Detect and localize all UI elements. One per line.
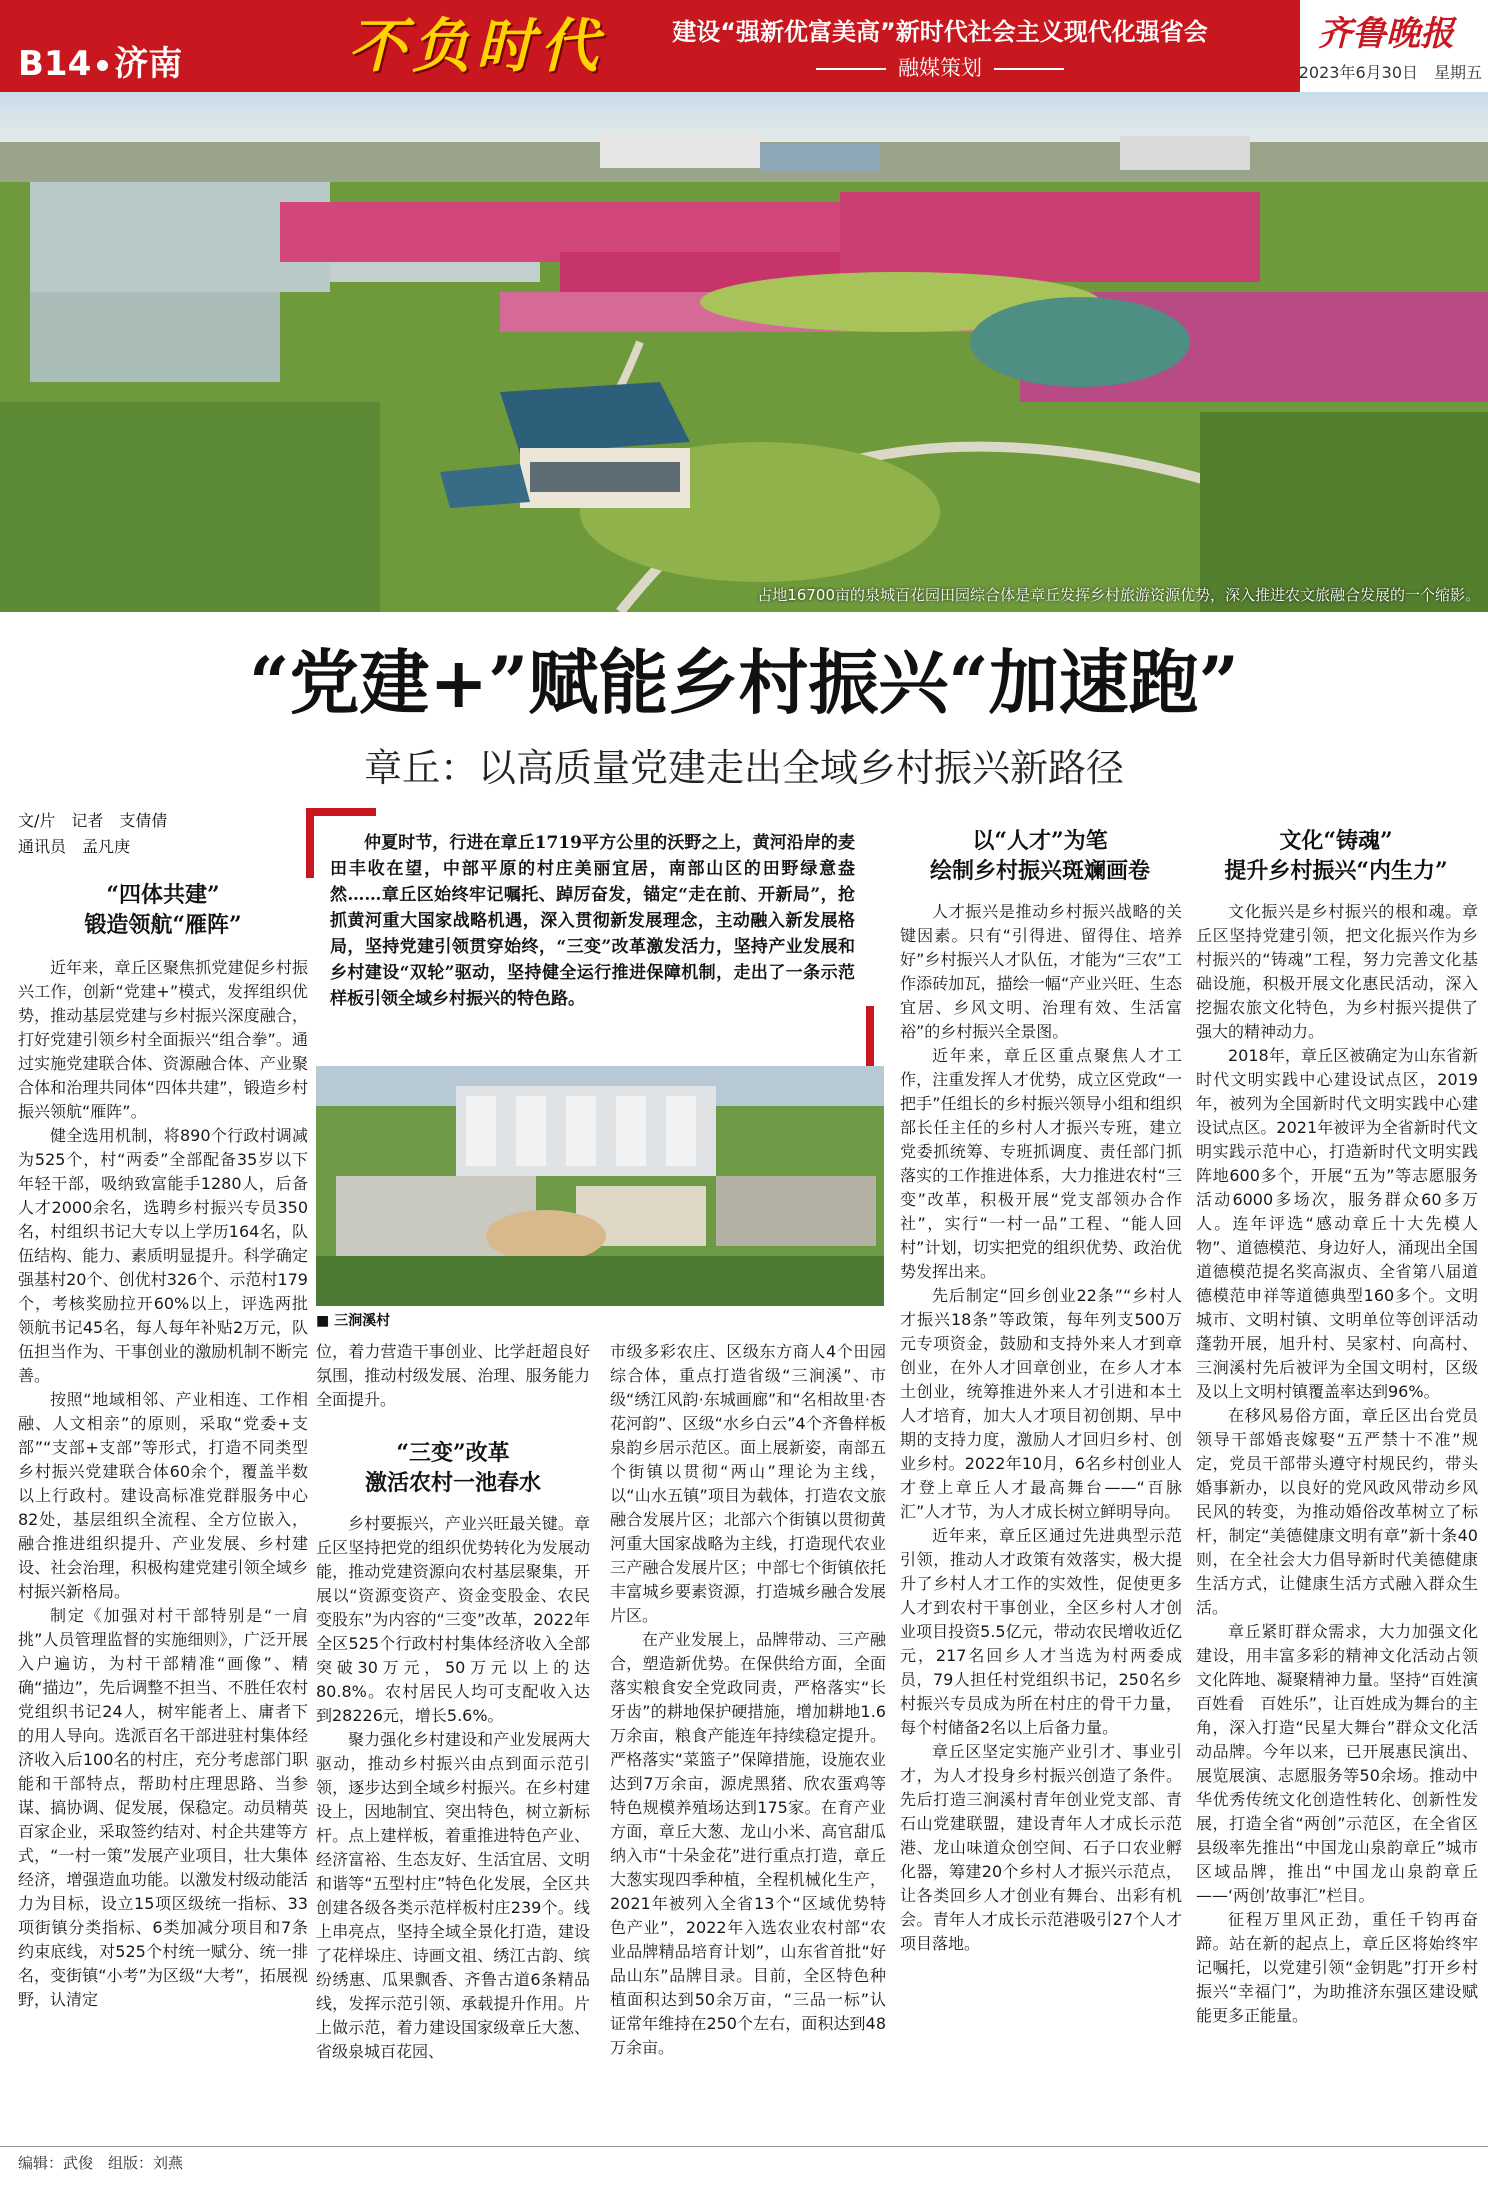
- hero-photo: [0, 92, 1488, 612]
- paragraph: 2018年，章丘区被确定为山东省新时代文明实践中心建设试点区，2019年，被列为全国新时代文明实践中心建设试点区。2021年被评为全省新时代文明实践示范中心，打造新时代文明实践阵地600多个，开展“五为”等志愿服务活动6000多场次，服务群众60多万人。连年评选“感动章丘十大先模人物”、道德模范、身边好人，涌现出全国道德模范提名奖高淑贞、全省第八届道德模范申祥等道德典型160多个。文明城市、文明村镇、文明单位等创评活动蓬勃开展，旭升村、吴家村、向高村、三涧溪村先后被评为全国文明村，区级及以上文明村镇覆盖率达到96%。: [1196, 1046, 1478, 1401]
- header-subtitle: [780, 52, 1100, 84]
- paragraph: 市级多彩农庄、区级东方商人4个田园综合体，重点打造省级“三涧溪”、市级“绣江风韵·东城画廊”和“名相故里·杏花河韵”、区级“水乡白云”4个齐鲁样板泉韵乡居示范区。面上展新姿，南部五个街镇以贯彻“两山”理论为主线，以“山水五镇”项目为载体，打造农文旅融合发展片区；北部六个街镇以贯彻黄河重大国家战略为主线，打造现代农业三产融合发展片区；中部七个街镇依托丰富城乡要素资源，打造城乡融合发展片区。: [610, 1342, 886, 1625]
- byline: [18, 808, 298, 864]
- village-photo-caption-text: 三涧溪村: [334, 1313, 391, 1329]
- issue-date: 2023年6月30日 星期五: [1298, 63, 1482, 82]
- section-title-line: 激活农村一池春水: [364, 1470, 541, 1496]
- paragraph: 聚力强化乡村建设和产业发展两大驱动，推动乡村振兴由点到面示范引领，逐步达到全域乡村振兴。在乡村建设上，因地制宜、突出特色，树立新标杆。点上建样板，着重推进特色产业、经济富裕、生态友好、生活宜居、文明和谐等“五型村庄”特色化发展，全区共创建各级各类示范样板村庄239个。线上串亮点，坚持全域全景化打造，建设了花样垛庄、诗画文祖、绣江古韵、缤纷绣惠、瓜果飘香、齐鲁古道6条精品线，发挥示范引领、承载提升作用。片上做示范，着力建设国家级章丘大葱、省级泉城百花园、: [316, 1730, 590, 2061]
- paragraph: 先后制定“回乡创业22条”“乡村人才振兴18条”等政策，每年列支500万元专项资金，鼓励和支持外来人才到章创业，在外人才回章创业，在乡人才本土创业，统筹推进外来人才引进和本土人才培育，加大人才项目初创期、早中期的支持力度，激励人才回归乡村、创业乡村。2022年10月，6名乡村创业人才登上章丘人才最高舞台——“百脉汇”人才节，为人才成长树立鲜明导向。: [900, 1286, 1182, 1521]
- editor-credit: 编辑：武俊 组版：刘燕: [18, 2154, 184, 2172]
- section-title-line: 文化“铸魂”: [1279, 828, 1393, 854]
- newspaper-logo: 齐鲁晚报: [1318, 14, 1454, 54]
- section-title-wenhua: [1196, 826, 1476, 890]
- section-name: 济南: [114, 44, 183, 84]
- page-number: B14: [18, 44, 92, 84]
- paragraph: 按照“地域相邻、产业相连、工作相融、人文相亲”的原则，采取“党委+支部”“支部+支部”等形式，打造不同类型乡村振兴党建联合体60余个，覆盖半数以上行政村。建设高标准党群服务中心82处，基层组织全流程、全方位嵌入，融合推进组织提升、产业发展、乡村建设、社会治理，积极构建党建引领全域乡村振兴新格局。: [18, 1390, 308, 1601]
- paragraph: 乡村要振兴，产业兴旺最关键。章丘区坚持把党的组织优势转化为发展动能，推动党建资源向农村基层聚集，开展以“资源变资产、资金变股金、农民变股东”为内容的“三变”改革，2022年全区525个行政村村集体经济收入全部突破30万元，50万元以上的达80.8%。农村居民人均可支配收入达到28226元，增长5.6%。: [316, 1514, 590, 1725]
- separator-dot-icon: [97, 60, 108, 71]
- paragraph: 健全选用机制，将890个行政村调减为525个，村“两委”全部配备35岁以下年轻干部，吸纳致富能手1280人，后备人才2000余名，选聘乡村振兴专员350名，村组织书记大专以上学历164名，队伍结构、能力、素质明显提升。科学确定强基村20个、创优村326个、示范村179个，考核奖励拉开60%以上，评选两批领航书记45名，每人每年补贴2万元，队伍担当作为、干事创业的激励机制不断完善。: [18, 1126, 308, 1385]
- photo-caption: 占地16700亩的泉城百花园田园综合体是章丘发挥乡村旅游资源优势，深入推进农文旅融合发展的一个缩影。: [757, 586, 1480, 604]
- paragraph: 位，着力营造干事创业、比学赶超良好氛围，推动村级发展、治理、服务能力全面提升。: [316, 1342, 590, 1409]
- village-aerial-image: [316, 1066, 884, 1306]
- paragraph: 近年来，章丘区重点聚焦人才工作，注重发挥人才优势，成立区党政“一把手”任组长的乡村振兴领导小组和组织部长任主任的乡村人才振兴专班，建立党委抓统筹、专班抓调度、责任部门抓落实的工作推进体系，大力推进农村“三变”改革，积极开展“党支部领办合作社”，实行“一村一品”工程、“能人回村”计划，切实把党的组织优势、政治优势发挥出来。: [900, 1046, 1182, 1281]
- article-lead: [330, 830, 855, 1060]
- paragraph: 征程万里风正劲，重任千钧再奋蹄。站在新的起点上，章丘区将始终牢记嘱托，以党建引领“金钥匙”打开乡村振兴“幸福门”，为助推济东强区建设赋能更多正能量。: [1196, 1910, 1478, 2025]
- section-title-line: 提升乡村振兴“内生力”: [1224, 858, 1448, 884]
- column-2: [316, 1340, 590, 2140]
- section-title-sitijiangong: [18, 880, 308, 944]
- column-3: [610, 1340, 886, 2140]
- column-5: [1196, 900, 1478, 2144]
- section-title-line: 绘制乡村振兴斑斓画卷: [929, 858, 1150, 884]
- section-banner: 不负时代: [348, 12, 605, 80]
- village-photo-caption: ■ 三涧溪村: [316, 1313, 391, 1329]
- footer-divider: [0, 2146, 1488, 2147]
- section-title-line: 锻造领航“雁阵”: [84, 912, 242, 938]
- aerial-landscape-image: [0, 92, 1488, 612]
- paragraph: 近年来，章丘区通过先进典型示范引领，推动人才政策有效落实，极大提升了乡村人才工作的实效性，促使更多人才到农村干事创业，全区乡村人才创业项目投资5.5亿元，带动农民增收近亿元，217名回乡人才当选为村两委成员，79人担任村党组织书记，250名乡村振兴专员成为所在村庄的骨干力量，每个村储备2名以上后备力量。: [900, 1526, 1182, 1737]
- column-1: [18, 956, 308, 2144]
- paragraph: 章丘区坚定实施产业引才、事业引才，为人才投身乡村振兴创造了条件。先后打造三涧溪村青年创业党支部、青石山党建联盟，建设青年人才成长示范港、龙山味道众创空间、石子口农业孵化器，筹建20个乡村人才振兴示范点，让各类回乡人才创业有舞台、出彩有机会。青年人才成长示范港吸引27个人才项目落地。: [900, 1742, 1182, 1953]
- page-section-label: [18, 36, 238, 86]
- frame-corner: [306, 808, 376, 816]
- paragraph: 在移风易俗方面，章丘区出台党员领导干部婚丧嫁娶“五严禁十不准”规定，党员干部带头遵守村规民约，带头婚事新办，以良好的党风政风带动乡风民风的转变，为推动婚俗改革树立了标杆，制定“美德健康文明有章”新十条40则，在全社会大力倡导新时代美德健康生活方式，让健康生活方式融入群众生活。: [1196, 1406, 1478, 1617]
- section-title-line: “四体共建”: [106, 882, 220, 908]
- section-title-line: “三变”改革: [396, 1440, 510, 1466]
- article-headline: “党建+”赋能乡村振兴“加速跑”: [249, 641, 1239, 724]
- byline-reporter: 文/片 记者 支倩倩: [18, 811, 168, 830]
- section-title-sanbian: [316, 1438, 590, 1498]
- header-subtitle-text: 融媒策划: [898, 56, 982, 80]
- section-title-rencai: [900, 826, 1180, 890]
- column-4: [900, 900, 1182, 2144]
- paragraph: 在产业发展上，品牌带动、三产融合，塑造新优势。在保供给方面，全面落实粮食安全党政同责，严格落实“长牙齿”的耕地保护硬措施，增加耕地1.6万余亩，粮食产能连年持续稳定提升。严格落实“菜篮子”保障措施，设施农业达到7万余亩，源虎黑猪、欣农蛋鸡等特色规模养殖场达到175家。在育产业方面，章丘大葱、龙山小米、高官甜瓜纳入市“十朵金花”进行重点打造，章丘大葱实现四季种植，全程机械化生产，2021年被列入全省13个“区域优势特色产业”，2022年入选农业农村部“农业品牌精品培育计划”，山东省首批“好品山东”品牌目录。目前，全区特色种植面积达到50余万亩，“三品一标”认证常年维持在250个左右，面积达到48万余亩。: [610, 1630, 886, 2057]
- paragraph: 制定《加强对村干部特别是“一肩挑”人员管理监督的实施细则》，广泛开展入户遍访，为村干部精准“画像”、精确“描边”，先后调整不担当、不胜任农村党组织书记24人，树牢能者上、庸者下的用人导向。选派百名干部进驻村集体经济收入后100名的村庄，充分考虑部门职能和干部特点，帮助村庄理思路、当参谋、搞协调、促发展，保稳定。动员精英百家企业，采取签约结对、村企共建等方式，“一村一策”发展产业项目，壮大集体经济，增强造血功能。以激发村级动能活力为目标，设立15项区级统一指标、33项街镇分类指标、6类加减分项目和7条约束底线，对525个村统一赋分、统一排名，变街镇“小考”为区级“大考”，拓展视野，认清定: [18, 1606, 308, 2009]
- paragraph: 近年来，章丘区聚焦抓党建促乡村振兴工作，创新“党建+”模式，发挥组织优势，推动基层党建与乡村振兴深度融合，打好党建引领乡村全面振兴“组合拳”。通过实施党建联合体、资源融合体、产业聚合体和治理共同体“四体共建”，锻造乡村振兴领航“雁阵”。: [18, 958, 308, 1121]
- lead-paragraph: 仲夏时节，行进在章丘1719平方公里的沃野之上，黄河沿岸的麦田丰收在望，中部平原的村庄美丽宜居，南部山区的田野绿意盎然……章丘区始终牢记嘱托、踔厉奋发，锚定“走在前、开新局”，抢抓黄河重大国家战略机遇，深入贯彻新发展理念，主动融入新发展格局，坚持党建引领贯穿始终，“三变”改革激发活力，坚持产业发展和乡村建设“双轮”驱动，坚持健全运行推进保障机制，走出了一条示范样板引领全域乡村振兴的特色路。: [330, 833, 855, 1009]
- header-slogan: 建设“强新优富美高”新时代社会主义现代化强省会: [672, 18, 1208, 46]
- paragraph: 章丘紧盯群众需求，大力加强文化建设，用丰富多彩的精神文化活动占领文化阵地、凝聚精神力量。坚持“百姓演 百姓看 百姓乐”，让百姓成为舞台的主角，深入打造“民星大舞台”群众文化活动品牌。今年以来，已开展惠民演出、展览展演、志愿服务等50余场。推动中华优秀传统文化创造性转化、创新性发展，打造全省“两创”示范区，在全省区县级率先推出“中国龙山泉韵章丘”城市区域品牌，推出“中国龙山泉韵章丘——‘两创’故事汇”栏目。: [1196, 1622, 1478, 1905]
- section-title-line: 以“人才”为笔: [972, 828, 1108, 854]
- village-photo: [316, 1066, 884, 1306]
- frame-corner: [306, 808, 314, 878]
- paragraph: 人才振兴是推动乡村振兴战略的关键因素。只有“引得进、留得住、培养好”乡村振兴人才队伍，才能为“三农”工作添砖加瓦，描绘一幅“产业兴旺、生态宜居、乡风文明、治理有效、生活富裕”的乡村振兴全景图。: [900, 902, 1182, 1041]
- byline-correspondent: 通讯员 孟凡庚: [18, 837, 131, 856]
- article-subheadline: 章丘：以高质量党建走出全域乡村振兴新路径: [363, 746, 1124, 790]
- paragraph: 文化振兴是乡村振兴的根和魂。章丘区坚持党建引领，把文化振兴作为乡村振兴的“铸魂”工程，努力完善文化基础设施，积极开展文化惠民活动，深入挖掘农旅文化特色，为乡村振兴提供了强大的精神动力。: [1196, 902, 1478, 1041]
